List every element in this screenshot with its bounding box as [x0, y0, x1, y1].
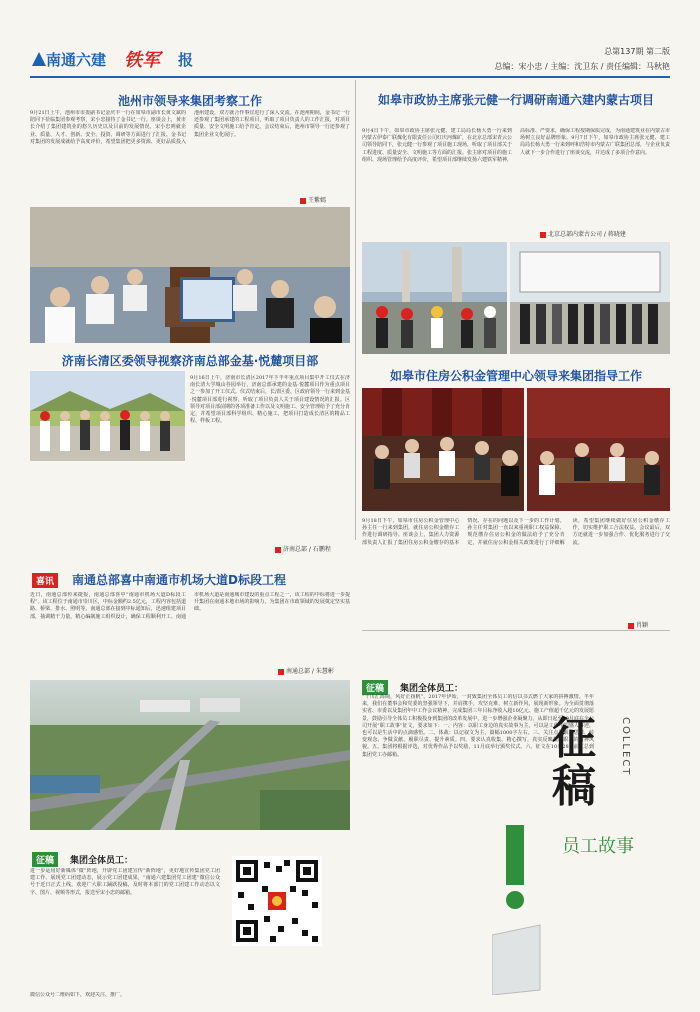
notice-tag: 征稿 [362, 680, 388, 695]
logo-brand: 铁军 [124, 50, 160, 71]
editors-line: 总编：宋小忠 / 主编：沈卫东 / 责任编辑：马秋艳 [494, 62, 670, 71]
meeting-photo-3 [527, 388, 670, 511]
article1-title: 池州市领导来集团考察工作 [117, 94, 262, 108]
article3-byline: 济南总部 / 石鹏程 [275, 544, 331, 553]
article3-title: 济南长清区委领导视察济南总部金基·悦麓项目部 [61, 354, 319, 368]
exclamation-icon [492, 815, 542, 995]
section-divider [362, 630, 670, 631]
wechat-title: 集团全体员工： [70, 856, 134, 866]
article3-body: 9月16日上午，济南市长清区2017年下半年重点项目集中开工仪式在济南长清大学城山谷园举行，济南总部承建的金基·悦麓项目作为重点项目之一参加了开工仪式。仪式结束后，长清区委、区政府领导一行来到金基·悦麓项目部进行视察，听取了项目负责人关于项目建设情况的汇报。区领导对项目部前期的各项准备工作以及文明施工、安全管理给予了充分肯定，并希望项目部科学组织、精心施工，把项目打造成长清区的精品工程、样板工程。 [190, 375, 350, 425]
art-english: COLLECT [620, 717, 631, 777]
visit-photo [30, 371, 185, 461]
column-divider [355, 80, 356, 540]
masthead [30, 46, 670, 78]
qr-code[interactable] [232, 856, 322, 946]
meeting-photo-2 [362, 388, 524, 511]
logo-suffix: 报 [178, 51, 194, 69]
wechat-body: 进一步运用好新媒体“微”阵地，开辟党工团建宣传“新阵地”，更好地宣传集团党工团建工作、展现党工团建动态，展示党工团建成果，“南通六建集团党工团建”微信公众号于近日正式上线。欢迎广大职工踊跃投稿，及时将本部门的党工团建工作动态以文字、图片、视频等形式，报送至宋小忠的邮箱。 [30, 868, 220, 896]
article1-body: 9月21日上午，池州市市委副书记金庆丰一行在如皋市副市长黄文斌的陪同下莅临集团参观考察，宋小忠接待了金书记一行。座谈会上，黄市长介绍了集团建筑业的悠久历史以及目前的发展情况，宋小忠则就企业、质量、人才、创新、安全、投资、调研等方面进行了汇报。金书记对集团的发展成就给予高度评价，希望集团把更多资源、更好品质投入池州建设，双方就合作事宜进行了深入交流。在池州期间，金书记一行还参观了集团承建的工程项目，听取了项目负责人的工作汇报，对项目质量、安全文明施工给予肯定。会议结束后，池州市领导一行还参观了集团企业文化展厅。 [30, 110, 350, 145]
meeting-photo [30, 207, 350, 343]
issue-number: 总第137期 第二版 [604, 47, 670, 56]
logo-triangle-icon [32, 52, 46, 66]
wechat-tag: 征稿 [32, 852, 58, 867]
art-subtitle: 员工故事 [562, 836, 634, 857]
article2-byline: 北京总部内蒙古公司 / 蒋晓建 [540, 229, 626, 238]
aerial-rendering [30, 680, 350, 830]
article1-byline: 王紫嫣 [300, 195, 326, 204]
notice-title: 集团全体员工： [400, 684, 464, 694]
article4-title: 如皋市住房公积金管理中心领导来集团指导工作 [389, 369, 642, 383]
site-photo-2 [510, 242, 670, 354]
article4-byline: 肖颖 [628, 620, 648, 629]
site-photo-1 [362, 242, 507, 354]
art-word: 征稿 [552, 713, 596, 812]
article5-byline: 南通总部 / 朱慧彬 [278, 666, 334, 675]
article2-body: 9月4日下午，如皋市政协主席张元健、建工局局长杨大勇一行来到内蒙古伊泰广联煤化有限责任公司红庆河煤矿，在北京总部宋青云公司领导陪同下，张元健一行参观了项目施工现场，听取了项目部关于工程进度、质量安全、文明施工等方面的汇报。张主席对项目的施工组织、现场管理给予高度评价，希望项目部继续发扬六建铁军精神，高标准、严要求，确保工程按期保质完成，为南通建筑业在内蒙古市场树立良好品牌形象。9月7日下午，如皋市政协主席张元健、建工局局长杨大勇一行来到呼和浩特市内蒙古广联集团总部，与企业负责人就下一步合作进行了座谈交流，并达成了多项合作意向。 [362, 128, 670, 163]
good-news-tag: 喜讯 [32, 573, 58, 588]
article2-title: 如皋市政协主席张元健一行调研南通六建内蒙古项目 [377, 93, 654, 107]
article5-body: 近日，南通总部传来捷报，南通总部喜中“南通市机场大道D标段工程”。该工程位于南通市崇川区，中标金额约2.5亿元，工程内容包括道路、桥梁、排水、照明等。南通总部在接到中标通知后，迅速组建项目部，抽调精干力量，精心编制施工组织设计，确保工程顺利开工。南通市机场大道是南通城市建设的重点工程之一，该工程的中标将进一步提升集团在南通本地市场的影响力，为集团在市政领域的发展奠定坚实基础。 [30, 592, 350, 620]
article4-body: 9月18日下午，如皋市住房公积金管理中心孙主任一行来到集团，就住房公积金缴存工作进行调研指导。座谈会上，集团人力资源部负责人汇报了集团住房公积金缴存的基本情况、存在的问题以及下一步的工作计划。孙主任对集团一直以来重视职工权益保障、规范缴存住房公积金的做法给予了充分肯定，并就住房公积金相关政策进行了详细解读，希望集团继续做好住房公积金缴存工作，切实维护职工合法权益。会议最后，双方还就进一步加强合作、优化服务进行了交流。 [362, 518, 670, 546]
logo-company: 南通六建 [46, 51, 107, 69]
wechat-footer: 微信公众号二维码如下，欢迎关注、推广。 [30, 992, 126, 998]
article5-title: 南通总部喜中南通市机场大道D标段工程 [72, 573, 286, 587]
notice-body: “千川汇海阔，风好正扬帆”。2017年伊始，一封致集团全体员工的信以书式燃了大家的拼搏激情。半年来，我们在董事会和党委的坚强领导下，并肩携手，攻坚克难，树立新作风，展现新形象。为全面贯彻落实省、市委以及集团年中工作会议精神，完成集团三年目标净收入超10亿元、施工产值超千亿元的发展愿景，鼓励引导全体员工积极投身到集团的改革发展中，进一步增强企业凝聚力，从即日起至10月底在全公司开展“职工故事”征文，要求如下：一、内容：以职工身边的真实故事为主，可以是工作中的感人事迹，也可以是生活中的点滴感悟。二、体裁：以记叙文为主，篇幅1000字左右。三、关注点是解放思想、转变观念、争做贡献、履职尽责、提升素质。四、要求认真收集、精心撰写，真实反映集团职工的精神风貌。五、集团将根据评选，对优秀作品予以奖励，11月底举行颁奖仪式。六、征文在10月28日前汇总到集团党工办邮箱。 [362, 694, 594, 758]
